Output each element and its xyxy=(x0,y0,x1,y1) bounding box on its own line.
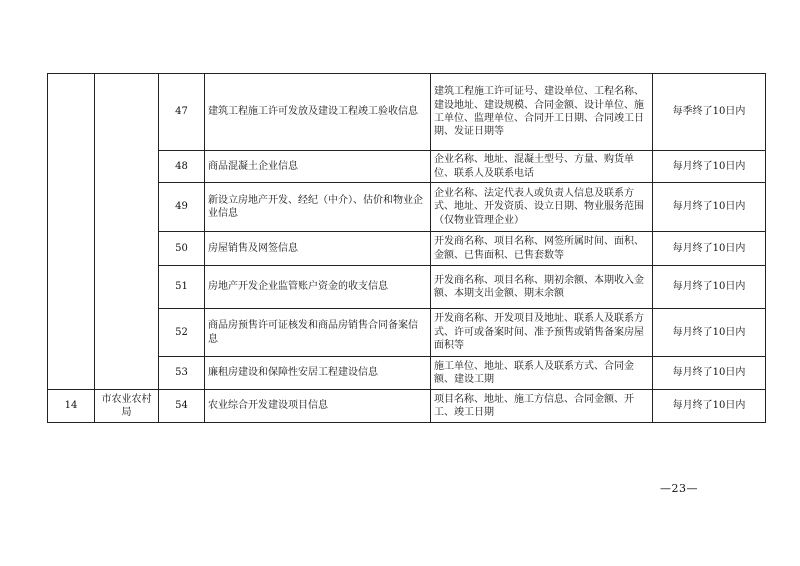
item-number: 50 xyxy=(159,232,205,266)
info-item: 新设立房地产开发、经纪（中介）、估价和物业企业信息 xyxy=(205,183,431,232)
seq-number: 14 xyxy=(48,390,95,423)
info-item: 商品混凝土企业信息 xyxy=(205,151,431,183)
report-deadline: 每月终了10日内 xyxy=(653,357,766,390)
info-content: 施工单位、地址、联系人及联系方式、合同金额、建设工期 xyxy=(431,357,653,390)
item-number: 48 xyxy=(159,151,205,183)
info-content: 建筑工程施工许可证号、建设单位、工程名称、建设地址、建设规模、合同金额、设计单位、施工单位、监理单位、合同开工日期、合同竣工日期、发证日期等 xyxy=(431,74,653,151)
report-deadline: 每月终了10日内 xyxy=(653,183,766,232)
item-number: 51 xyxy=(159,266,205,309)
info-content: 企业名称、地址、混凝土型号、方量、购货单位、联系人及联系电话 xyxy=(431,151,653,183)
page-number: —23— xyxy=(660,482,698,495)
info-content: 项目名称、地址、施工方信息、合同金额、开工、竣工日期 xyxy=(431,390,653,423)
info-content: 开发商名称、项目名称、期初余额、本期收入金额、本期支出金额、期末余额 xyxy=(431,266,653,309)
info-content: 开发商名称、项目名称、网签所属时间、面积、金额、已售面积、已售套数等 xyxy=(431,232,653,266)
item-number: 54 xyxy=(159,390,205,423)
table-row xyxy=(48,74,766,151)
item-number: 47 xyxy=(159,74,205,151)
info-content: 开发商名称、开发项目及地址、联系人及联系方式、许可或备案时间、准予预售或销售备案房屋面积等 xyxy=(431,309,653,357)
info-item: 房屋销售及网签信息 xyxy=(205,232,431,266)
report-deadline: 每月终了10日内 xyxy=(653,232,766,266)
report-deadline: 每月终了10日内 xyxy=(653,309,766,357)
info-item: 商品房预售许可证核发和商品房销售合同备案信息 xyxy=(205,309,431,357)
item-number: 52 xyxy=(159,309,205,357)
info-item: 建筑工程施工许可发放及建设工程竣工验收信息 xyxy=(205,74,431,151)
seq-cell-empty xyxy=(48,74,95,390)
report-deadline: 每月终了10日内 xyxy=(653,266,766,309)
table-row xyxy=(48,390,766,423)
report-deadline: 每月终了10日内 xyxy=(653,151,766,183)
info-content: 企业名称、法定代表人或负责人信息及联系方式、地址、开发资质、设立日期、物业服务范围（仅物业管理企业） xyxy=(431,183,653,232)
info-item: 房地产开发企业监管账户资金的收支信息 xyxy=(205,266,431,309)
info-sharing-table xyxy=(47,73,766,423)
info-item: 农业综合开发建设项目信息 xyxy=(205,390,431,423)
item-number: 53 xyxy=(159,357,205,390)
department-name: 市农业农村局 xyxy=(95,390,159,423)
dept-cell-empty xyxy=(95,74,159,390)
report-deadline: 每季终了10日内 xyxy=(653,74,766,151)
info-item: 廉租房建设和保障性安居工程建设信息 xyxy=(205,357,431,390)
item-number: 49 xyxy=(159,183,205,232)
report-deadline: 每月终了10日内 xyxy=(653,390,766,423)
